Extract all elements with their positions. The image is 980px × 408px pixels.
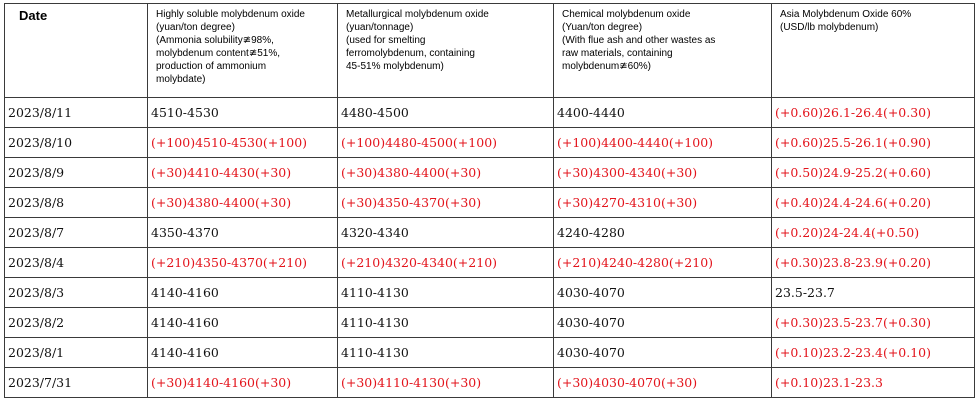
table-row (5, 158, 975, 188)
table-row (5, 278, 975, 308)
high-soluble-cell: 4140-4160 (148, 338, 338, 368)
metallurgical-cell: 4320-4340 (338, 218, 554, 248)
asia-cell: 23.5-23.7 (772, 278, 975, 308)
table-row (5, 368, 975, 398)
date-cell: 2023/8/7 (5, 218, 148, 248)
high-soluble-cell: (+30)4140-4160(+30) (148, 368, 338, 398)
asia-cell: (+0.30)23.8-23.9(+0.20) (772, 248, 975, 278)
high-soluble-cell: 4350-4370 (148, 218, 338, 248)
metallurgical-column-header (338, 4, 554, 98)
asia-cell: (+0.10)23.2-23.4(+0.10) (772, 338, 975, 368)
metallurgical-cell: (+210)4320-4340(+210) (338, 248, 554, 278)
header-line: Metallurgical molybdenum oxide (346, 9, 489, 20)
header-line: (USD/lb molybdenum) (780, 22, 879, 33)
high-soluble-column-header (148, 4, 338, 98)
molybdenum-oxide-price-table (4, 3, 975, 398)
date-cell: 2023/8/4 (5, 248, 148, 278)
chemical-cell: (+30)4030-4070(+30) (554, 368, 772, 398)
date-cell: 2023/8/9 (5, 158, 148, 188)
table-row (5, 128, 975, 158)
chemical-cell: 4240-4280 (554, 218, 772, 248)
high-soluble-cell: (+100)4510-4530(+100) (148, 128, 338, 158)
header-line: molybdenum content≇51%, (156, 48, 281, 59)
chemical-cell: (+100)4400-4440(+100) (554, 128, 772, 158)
header-line: Chemical molybdenum oxide (562, 9, 691, 20)
table-row (5, 338, 975, 368)
date-cell: 2023/8/2 (5, 308, 148, 338)
metallurgical-cell: (+30)4350-4370(+30) (338, 188, 554, 218)
header-line: Highly soluble molybdenum oxide (156, 9, 305, 20)
asia-cell: (+0.50)24.9-25.2(+0.60) (772, 158, 975, 188)
header-line: (Ammonia solubility≇98%, (156, 35, 274, 46)
header-line: (used for smelting (346, 35, 426, 46)
chemical-cell: 4030-4070 (554, 308, 772, 338)
header-line: molybdate) (156, 74, 206, 85)
table-row (5, 188, 975, 218)
date-cell: 2023/8/1 (5, 338, 148, 368)
header-line: (yuan/tonnage) (346, 22, 414, 33)
header-line: (With flue ash and other wastes as (562, 35, 716, 46)
high-soluble-cell: 4140-4160 (148, 308, 338, 338)
asia-cell: (+0.10)23.1-23.3 (772, 368, 975, 398)
date-column-header: Date (5, 4, 148, 98)
chemical-cell: 4030-4070 (554, 278, 772, 308)
metallurgical-cell: (+100)4480-4500(+100) (338, 128, 554, 158)
header-line: raw materials, containing (562, 48, 673, 59)
asia-cell: (+0.60)25.5-26.1(+0.90) (772, 128, 975, 158)
date-cell: 2023/8/10 (5, 128, 148, 158)
chemical-cell: 4030-4070 (554, 338, 772, 368)
header-line: production of ammonium (156, 61, 267, 72)
table-row (5, 308, 975, 338)
asia-cell: (+0.40)24.4-24.6(+0.20) (772, 188, 975, 218)
header-row (5, 4, 975, 98)
high-soluble-cell: (+210)4350-4370(+210) (148, 248, 338, 278)
chemical-cell: 4400-4440 (554, 98, 772, 128)
chemical-cell: (+30)4300-4340(+30) (554, 158, 772, 188)
date-cell: 2023/8/8 (5, 188, 148, 218)
date-cell: 2023/7/31 (5, 368, 148, 398)
high-soluble-cell: (+30)4410-4430(+30) (148, 158, 338, 188)
table-row (5, 218, 975, 248)
metallurgical-cell: 4480-4500 (338, 98, 554, 128)
chemical-column-header (554, 4, 772, 98)
date-cell: 2023/8/3 (5, 278, 148, 308)
header-line: Asia Molybdenum Oxide 60% (780, 9, 912, 20)
metallurgical-cell: 4110-4130 (338, 278, 554, 308)
asia-cell: (+0.60)26.1-26.4(+0.30) (772, 98, 975, 128)
metallurgical-cell: (+30)4110-4130(+30) (338, 368, 554, 398)
header-line: (yuan/ton degree) (156, 22, 235, 33)
table-row (5, 98, 975, 128)
table-row (5, 248, 975, 278)
asia-column-header (772, 4, 975, 98)
high-soluble-cell: (+30)4380-4400(+30) (148, 188, 338, 218)
metallurgical-cell: (+30)4380-4400(+30) (338, 158, 554, 188)
chemical-cell: (+30)4270-4310(+30) (554, 188, 772, 218)
asia-cell: (+0.30)23.5-23.7(+0.30) (772, 308, 975, 338)
header-line: ferromolybdenum, containing (346, 48, 475, 59)
date-cell: 2023/8/11 (5, 98, 148, 128)
metallurgical-cell: 4110-4130 (338, 338, 554, 368)
header-line: molybdenum≇60%) (562, 61, 651, 72)
metallurgical-cell: 4110-4130 (338, 308, 554, 338)
high-soluble-cell: 4510-4530 (148, 98, 338, 128)
chemical-cell: (+210)4240-4280(+210) (554, 248, 772, 278)
asia-cell: (+0.20)24-24.4(+0.50) (772, 218, 975, 248)
high-soluble-cell: 4140-4160 (148, 278, 338, 308)
header-line: (Yuan/ton degree) (562, 22, 643, 33)
header-line: 45-51% molybdenum) (346, 61, 444, 72)
